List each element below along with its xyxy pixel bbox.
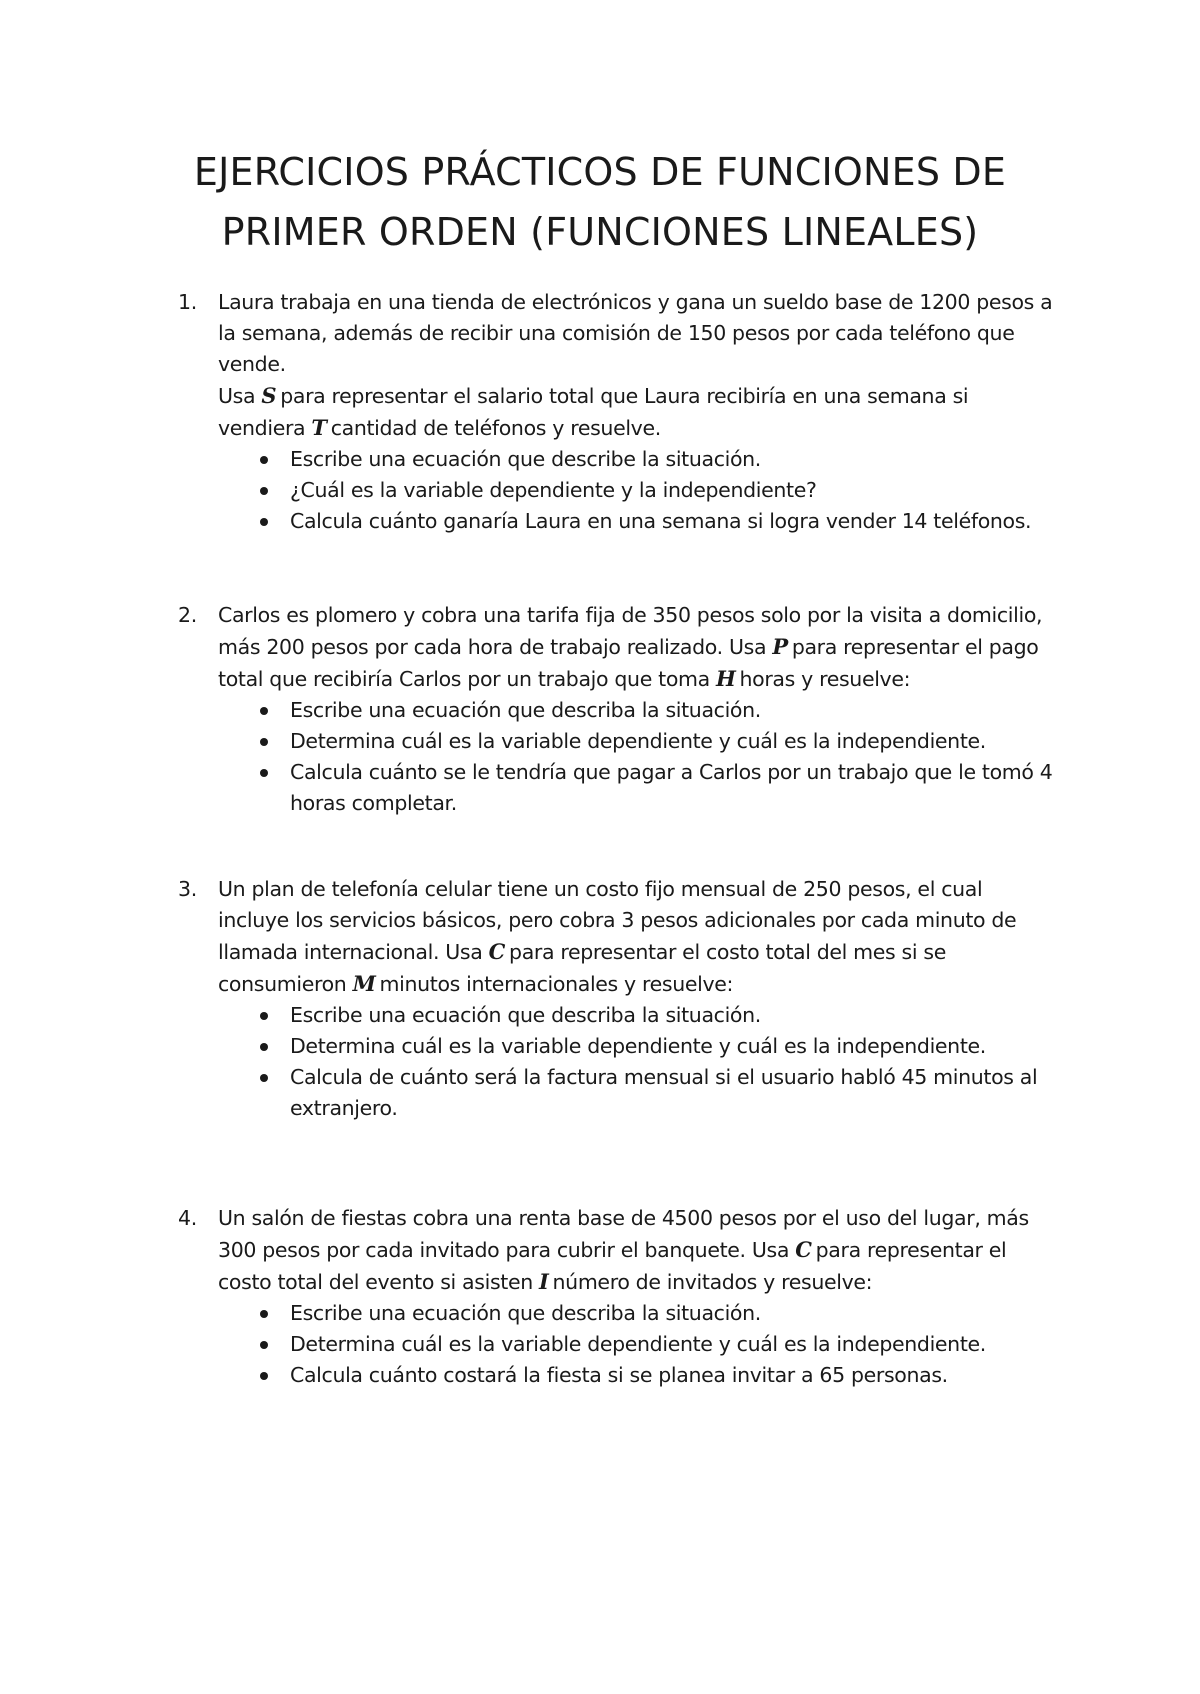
document-title <box>160 142 1040 262</box>
exercise-statement <box>218 600 1058 695</box>
variable-symbol: S <box>261 383 277 408</box>
statement-text: para representar el pago total que recibiría Carlos por un trabajo que toma <box>218 635 1039 691</box>
statement-text: minutos internacionales y resuelve: <box>379 972 734 996</box>
exercise-instruction <box>218 380 1058 444</box>
statement-text: para representar el costo total del evento si asisten <box>218 1238 1007 1294</box>
bullet-icon <box>260 487 268 495</box>
task-text: Calcula cuánto se le tendría que pagar a Carlos por un trabajo que le tomó 4 horas completar. <box>290 760 1053 815</box>
variable-symbol: C <box>795 1237 812 1262</box>
task-text: ¿Cuál es la variable dependiente y la independiente? <box>290 478 817 502</box>
variable-symbol: T <box>311 415 327 440</box>
task-text: Determina cuál es la variable dependiente y cuál es la independiente. <box>290 1034 986 1058</box>
bullet-icon <box>260 1310 268 1318</box>
task-text: Calcula cuánto ganaría Laura en una semana si logra vender 14 teléfonos. <box>290 509 1032 533</box>
bullet-icon <box>260 456 268 464</box>
task-text: Calcula cuánto costará la fiesta si se planea invitar a 65 personas. <box>290 1363 948 1387</box>
instruction-text: cantidad de teléfonos y resuelve. <box>330 416 661 440</box>
variable-symbol: I <box>539 1269 549 1294</box>
task-item <box>290 695 1058 726</box>
statement-text: para representar el costo total del mes si se consumieron <box>218 940 946 996</box>
bullet-icon <box>260 769 268 777</box>
exercise-body <box>218 1203 1058 1391</box>
bullet-icon <box>260 518 268 526</box>
exercise-4 <box>178 1203 1078 1391</box>
task-list <box>218 1298 1058 1391</box>
task-item <box>290 726 1058 757</box>
statement-text: Carlos es plomero y cobra una tarifa fija de 350 pesos solo por la visita a domicilio, más 200 pesos por cada hora de trabajo realizado. Usa <box>218 603 1043 659</box>
exercise-body <box>218 287 1058 537</box>
exercise-statement <box>218 874 1058 1000</box>
task-list <box>218 695 1058 819</box>
task-list <box>218 1000 1058 1124</box>
task-list <box>218 444 1058 537</box>
task-item <box>290 444 1058 475</box>
task-text: Escribe una ecuación que describa la situación. <box>290 1003 761 1027</box>
statement-text: número de invitados y resuelve: <box>552 1270 873 1294</box>
task-item <box>290 506 1058 537</box>
task-item <box>290 1329 1058 1360</box>
task-item <box>290 1000 1058 1031</box>
task-text: Escribe una ecuación que describa la situación. <box>290 698 761 722</box>
statement-text: Un salón de fiestas cobra una renta base de 4500 pesos por el uso del lugar, más 300 pesos por cada invitado para cubrir el banquete. Usa <box>218 1206 1029 1262</box>
task-item <box>290 1360 1058 1391</box>
exercise-statement: Laura trabaja en una tienda de electrónicos y gana un sueldo base de 1200 pesos a la semana, además de recibir una comisión de 150 pesos por cada teléfono que vende. <box>218 290 1053 376</box>
bullet-icon <box>260 1341 268 1349</box>
bullet-icon <box>260 738 268 746</box>
exercise-3 <box>178 874 1078 1124</box>
exercise-statement <box>218 1203 1058 1298</box>
variable-symbol: P <box>772 634 788 659</box>
exercise-number: 1. <box>178 290 197 314</box>
task-text: Calcula de cuánto será la factura mensual si el usuario habló 45 minutos al extranjero. <box>290 1065 1038 1120</box>
task-item <box>290 1298 1058 1329</box>
instruction-text: para representar el salario total que Laura recibiría en una semana si vendiera <box>218 384 969 440</box>
title-line-1: EJERCICIOS PRÁCTICOS DE FUNCIONES DE <box>193 150 1007 194</box>
task-text: Escribe una ecuación que describa la situación. <box>290 1301 761 1325</box>
task-item <box>290 757 1058 819</box>
bullet-icon <box>260 1372 268 1380</box>
bullet-icon <box>260 1074 268 1082</box>
task-item <box>290 1031 1058 1062</box>
statement-text: horas y resuelve: <box>739 667 911 691</box>
task-item <box>290 475 1058 506</box>
exercise-1 <box>178 287 1078 537</box>
statement-text: Un plan de telefonía celular tiene un costo fijo mensual de 250 pesos, el cual incluye los servicios básicos, pero cobra 3 pesos adicionales por cada minuto de llamada internacional. Usa <box>218 877 1017 964</box>
task-text: Escribe una ecuación que describe la situación. <box>290 447 761 471</box>
bullet-icon <box>260 1012 268 1020</box>
exercise-2 <box>178 600 1078 819</box>
task-text: Determina cuál es la variable dependiente y cuál es la independiente. <box>290 1332 986 1356</box>
exercise-body <box>218 600 1058 819</box>
exercise-body <box>218 874 1058 1124</box>
variable-symbol: M <box>352 971 376 996</box>
exercise-number: 2. <box>178 603 197 627</box>
exercise-number: 4. <box>178 1206 197 1230</box>
task-item <box>290 1062 1058 1124</box>
variable-symbol: H <box>716 666 736 691</box>
variable-symbol: C <box>488 939 506 964</box>
title-line-2: PRIMER ORDEN (FUNCIONES LINEALES) <box>221 210 979 254</box>
bullet-icon <box>260 707 268 715</box>
bullet-icon <box>260 1043 268 1051</box>
exercise-number: 3. <box>178 877 197 901</box>
task-text: Determina cuál es la variable dependiente y cuál es la independiente. <box>290 729 986 753</box>
instruction-text: Usa <box>218 384 256 408</box>
